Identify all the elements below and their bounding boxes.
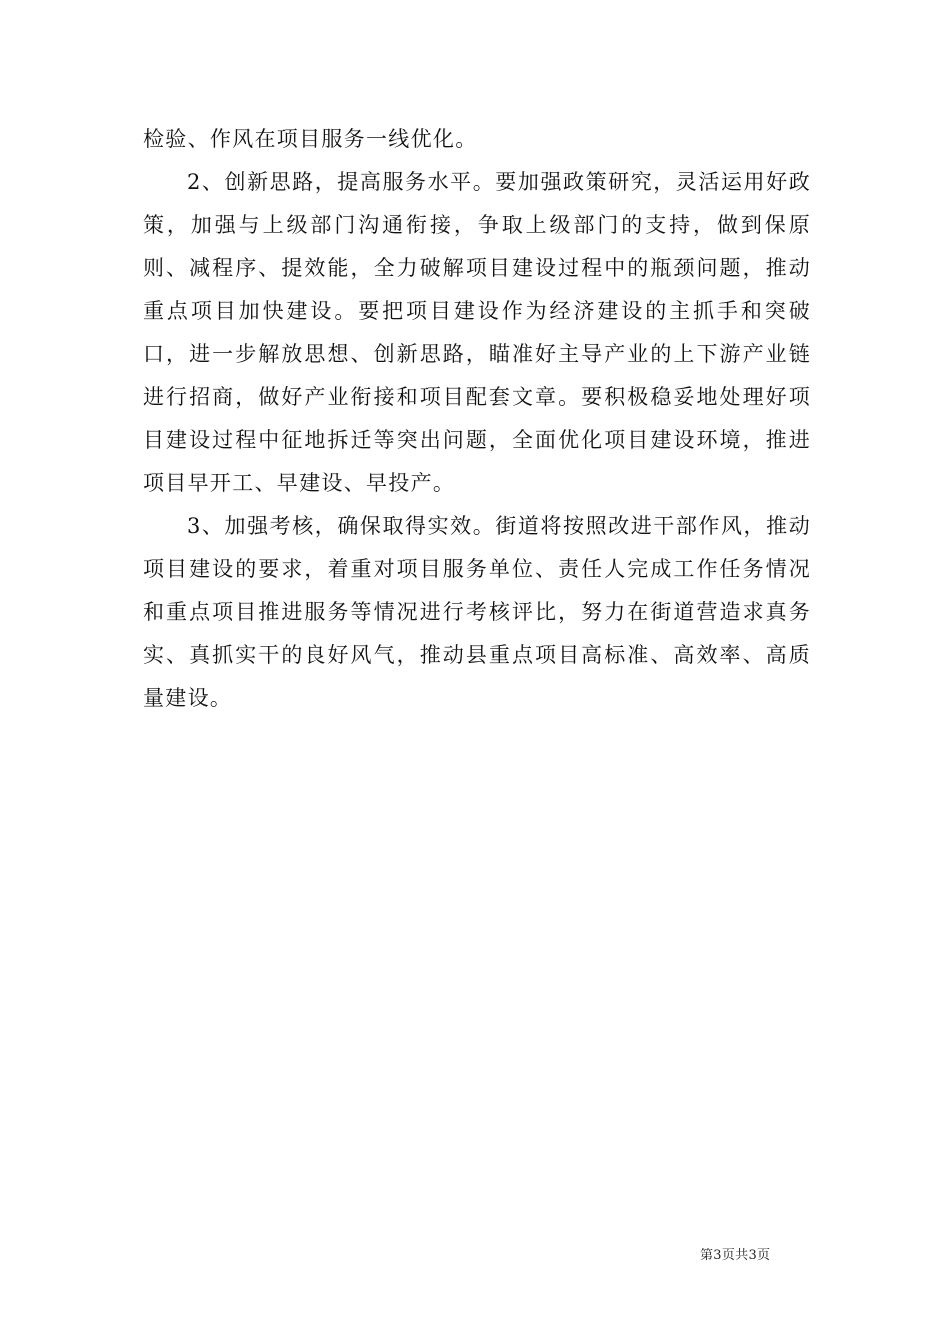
document-body <box>143 118 811 720</box>
paragraph-continuation: 检验、作风在项目服务一线优化。 <box>143 127 478 151</box>
paragraph-item-3: 3、加强考核，确保取得实效。街道将按照改进干部作风，推动项目建设的要求，着重对项目服务单位、责任人完成工作任务情况和重点项目推进服务等情况进行考核评比，努力在街道营造求真务实、真抓实干的良好风气，推动县重点项目高标准、高效率、高质量建设。 <box>143 514 811 710</box>
paragraph-item-2: 2、创新思路，提高服务水平。要加强政策研究，灵活运用好政策，加强与上级部门沟通衔接，争取上级部门的支持，做到保原则、减程序、提效能，全力破解项目建设过程中的瓶颈问题，推动重点项目加快建设。要把项目建设作为经济建设的主抓手和突破口，进一步解放思想、创新思路，瞄准好主导产业的上下游产业链进行招商，做好产业衔接和项目配套文章。要积极稳妥地处理好项目建设过程中征地拆迁等突出问题，全面优化项目建设环境，推进项目早开工、早建设、早投产。 <box>143 170 811 495</box>
page-number-footer: 第3页共3页 <box>700 1248 771 1263</box>
